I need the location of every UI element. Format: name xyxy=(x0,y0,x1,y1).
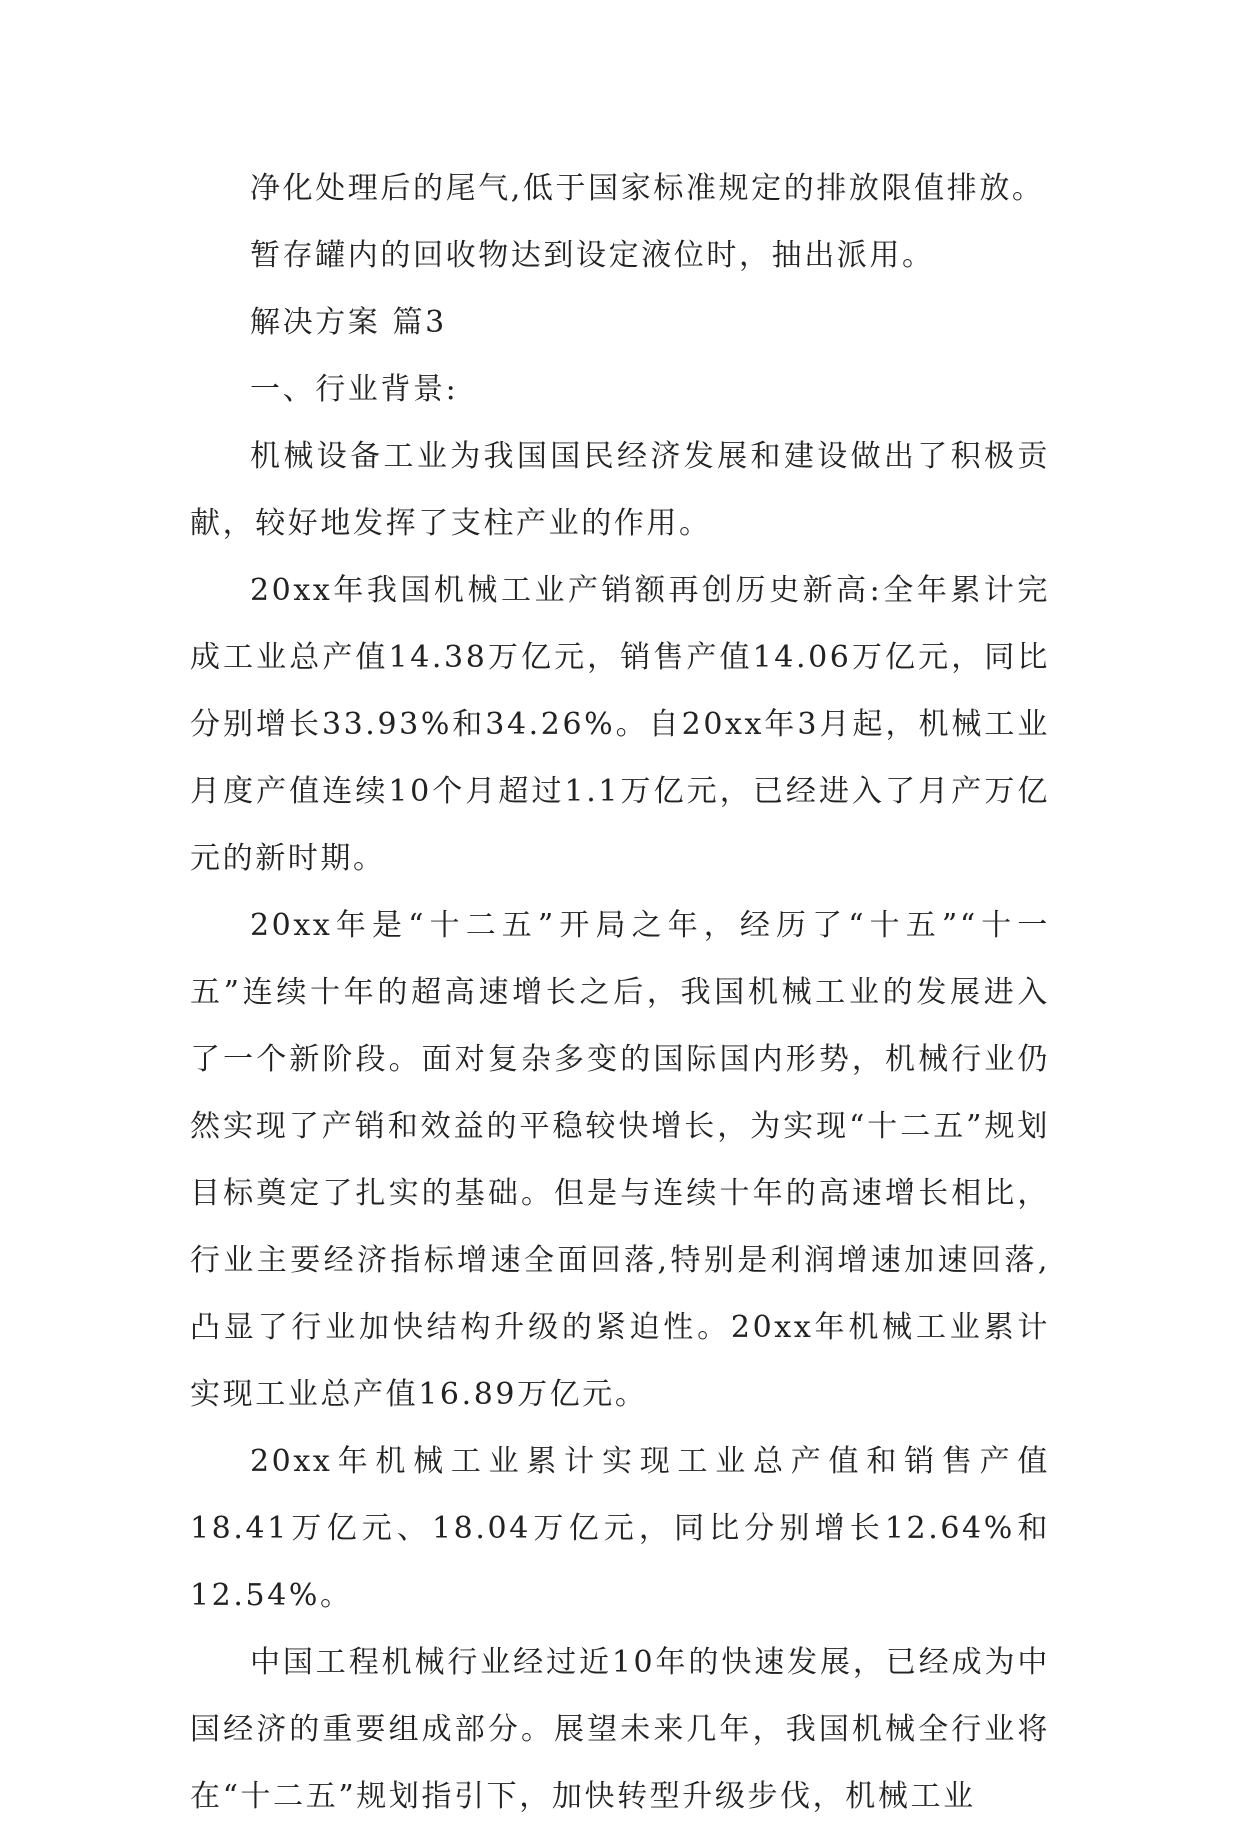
subheading-industry-background: 一、行业背景: xyxy=(250,372,459,407)
paragraph-exhaust-emission: 净化处理后的尾气,低于国家标准规定的排放限值排放。 xyxy=(250,171,1045,206)
paragraph-record-output: 20xx年我国机械工业产销额再创历史新高:全年累计完成工业总产值14.38万亿元，销售产值14.06万亿元，同比分别增长33.93%和34.26%。自20xx年3月起，机械工业月度产值连续10个月超过1.1万亿元，已经进入了月产万亿元的新时期。 xyxy=(190,573,1050,876)
paragraph-storage-tank: 暂存罐内的回收物达到设定液位时，抽出派用。 xyxy=(250,238,935,273)
paragraph-twelfth-five-year-plan: 20xx年是“十二五”开局之年，经历了“十五”“十一五”连续十年的超高速增长之后，我国机械工业的发展进入了一个新阶段。面对复杂多变的国际国内形势，机械行业仍然实现了产销和效益的平稳较快增长，为实现“十二五”规划目标奠定了扎实的基础。但是与连续十年的高速增长相比，行业主要经济指标增速全面回落,特别是利润增速加速回落,凸显了行业加快结构升级的紧迫性。20xx年机械工业累计实现工业总产值16.89万亿元。 xyxy=(190,908,1050,1412)
section-heading-solution-3: 解决方案 篇3 xyxy=(250,305,447,340)
paragraph-construction-machinery: 中国工程机械行业经过近10年的快速发展，已经成为中国经济的重要组成部分。展望未来几年，我国机械全行业将在“十二五”规划指引下，加快转型升级步伐，机械工业 xyxy=(190,1645,1050,1814)
paragraph-output-growth: 20xx年机械工业累计实现工业总产值和销售产值18.41万亿元、18.04万亿元，同比分别增长12.64%和12.54%。 xyxy=(190,1444,1050,1613)
paragraph-machinery-contribution: 机械设备工业为我国国民经济发展和建设做出了积极贡献，较好地发挥了支柱产业的作用。 xyxy=(190,439,1050,541)
document-body xyxy=(190,155,1050,1830)
